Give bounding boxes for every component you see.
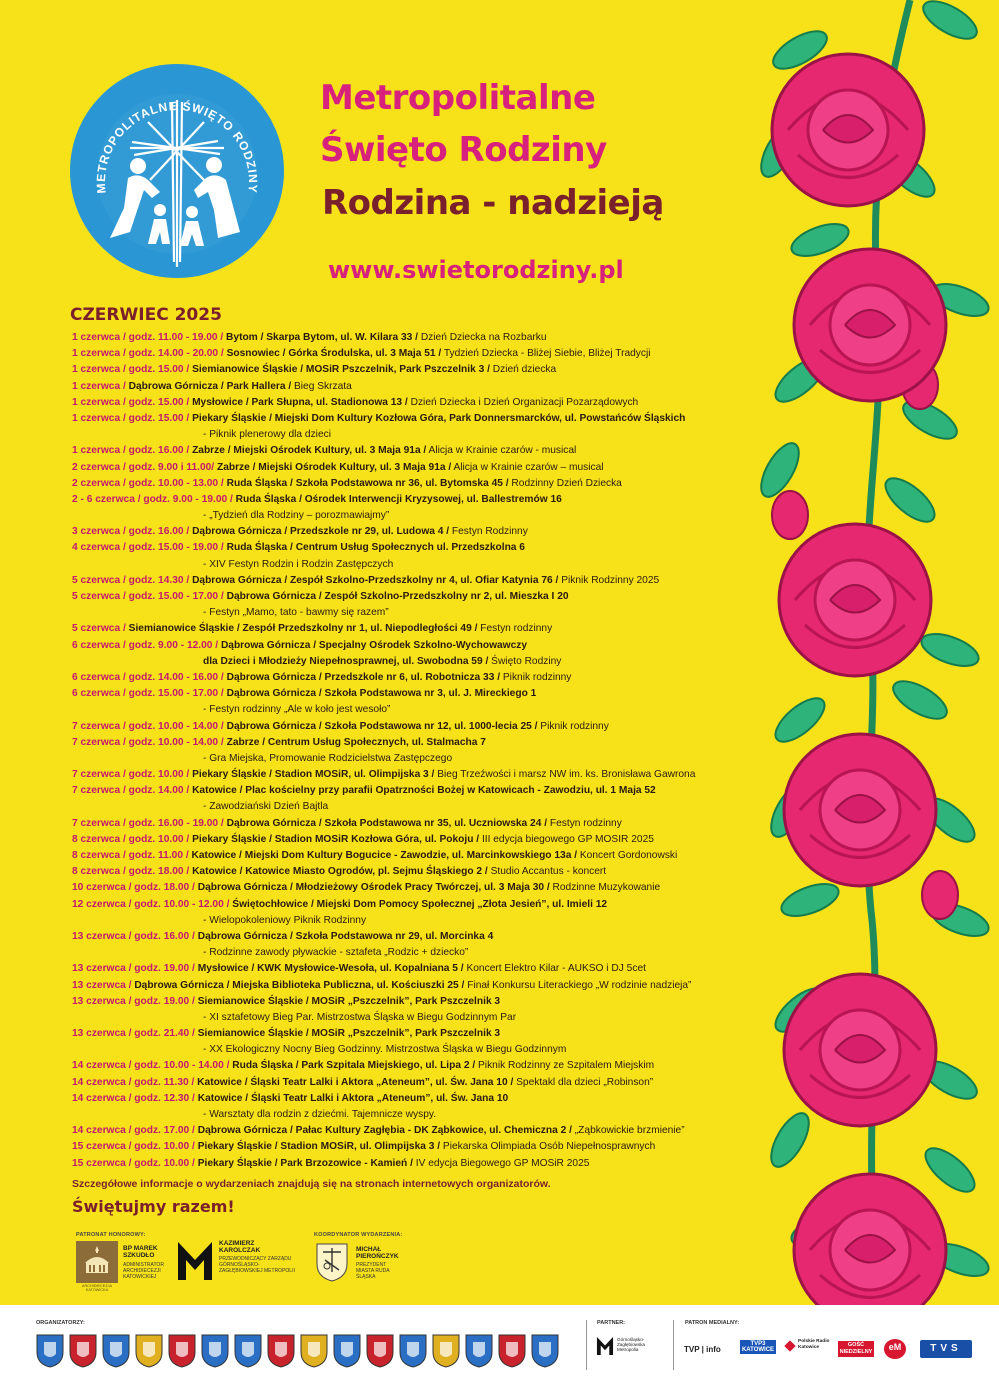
event-row: [72, 427, 772, 443]
event-description: Piknik rodzinny: [540, 720, 609, 732]
event-row: [72, 1042, 772, 1058]
event-description: Festyn rodzinny: [549, 817, 622, 829]
event-date: 14 czerwca / godz. 17.00 /: [72, 1125, 195, 1137]
event-place: Dąbrowa Górnicza / Miejska Biblioteka Publiczna, ul. Kościuszki 25 /: [134, 979, 465, 991]
city-crest-icon: [135, 1334, 163, 1368]
event-date: 4 czerwca / godz. 15.00 - 19.00 /: [72, 542, 224, 554]
event-place: Piekary Śląskie / Stadion MOSiR, ul. Olimpijska 3 /: [192, 769, 435, 781]
event-place: Ruda Śląska / Park Szpitala Miejskiego, ul. Lipa 2 /: [232, 1060, 476, 1072]
event-place: Dąbrowa Górnicza / Szkoła Podstawowa nr 3, ul. J. Mireckiego 1: [226, 688, 537, 700]
event-description: - Rodzinne zawody pływackie - sztafeta „Rodzic + dziecko”: [203, 947, 469, 959]
rose-vine-illustration: [760, 0, 999, 1305]
event-row: [72, 945, 772, 961]
event-description: IV edycja Biegowego GP MOSiR 2025: [415, 1157, 590, 1169]
event-place: Zabrze / Centrum Usług Społecznych, ul. Stalmacha 7: [226, 736, 486, 748]
event-date: 7 czerwca / godz. 10.00 - 14.00 /: [72, 720, 224, 732]
coordinator-label: KOORDYNATOR WYDARZENIA:: [314, 1232, 403, 1238]
event-place: Ruda Śląska / Szkoła Podstawowa nr 36, ul. Bytomska 45 /: [226, 477, 509, 489]
event-place: Katowice / Śląski Teatr Lalki i Aktora „Ateneum”, ul. Św. Jana 10 /: [197, 1076, 514, 1088]
event-date: 15 czerwca / godz. 10.00 /: [72, 1141, 195, 1153]
event-row: [72, 654, 772, 670]
leaf: [777, 878, 842, 923]
event-place: Świętochłowice / Miejski Dom Pomocy Społecznej „Złota Jesień”, ul. Imieli 12: [232, 898, 608, 910]
event-description: Tydzień Dziecka - Bliżej Siebie, Bliżej Tradycji: [443, 348, 651, 360]
city-crest-icon: [465, 1334, 493, 1368]
event-row: [72, 330, 772, 346]
media-polskie-radio: Polskie Radio Katowice: [798, 1339, 830, 1350]
event-description: Koncert Gordonowski: [579, 850, 678, 861]
event-place: Sosnowiec / Górka Środulska, ul. 3 Maja 51 /: [226, 348, 442, 360]
event-place: Dąbrowa Górnicza / Przedszkole nr 29, ul. Ludowa 4 /: [192, 526, 450, 538]
event-date: 8 czerwca / godz. 18.00 /: [72, 866, 190, 878]
event-description: Bieg Trzeźwości i marsz NW im. ks. Bronisława Gawrona: [437, 769, 696, 781]
leaf: [764, 1108, 817, 1173]
event-row: [72, 395, 772, 411]
event-place: Dąbrowa Górnicza / Młodzieżowy Ośrodek Pracy Twórczej, ul. 3 Maja 30 /: [197, 882, 550, 894]
slogan: Świętujmy razem!: [72, 1197, 235, 1216]
event-schedule: [72, 330, 772, 1172]
city-crest-icon: [300, 1334, 328, 1368]
event-date: 13 czerwca / godz. 21.40 /: [72, 1028, 195, 1040]
event-place: Dąbrowa Górnicza / Przedszkole nr 6, ul. Robotnicza 33 /: [226, 671, 501, 683]
event-description: Koncert Elektro Kilar - AUKSO i DJ 5cet: [466, 963, 646, 975]
event-row: [72, 379, 772, 395]
honorary-patronage-label: PATRONAT HONOROWY:: [76, 1232, 146, 1238]
event-place: Katowice / Plac kościelny przy parafii Opatrzności Bożej w Katowicach - Zawodziu, ul. 1 Maja 52: [192, 785, 656, 797]
event-row: [72, 1139, 772, 1155]
event-description: - Warsztaty dla rodzin z dziećmi. Tajemnicze wyspy.: [203, 1109, 437, 1120]
event-place: Ruda Śląska / Centrum Usług Społecznych ul. Przedszkolna 6: [226, 542, 525, 554]
event-date: 8 czerwca / godz. 11.00 /: [72, 850, 189, 861]
event-row: [72, 540, 772, 556]
festival-logo: [68, 62, 286, 280]
event-place: Dąbrowa Górnicza / Zespół Szkolno-Przedszkolny nr 2, ul. Mieszka I 20: [226, 591, 569, 602]
city-crest-icon: [498, 1334, 526, 1368]
event-place: Piekary Śląskie / Stadion MOSiR, ul. Olimpijska 3 /: [197, 1141, 441, 1153]
event-place: Piekary Śląskie / Miejski Dom Kultury Kozłowa Góra, Park Donnersmarcków, ul. Powstańców Śląskich: [192, 412, 686, 424]
event-date: 1 czerwca / godz. 11.00 - 19.00 /: [72, 332, 224, 343]
media-tvp3: TVP3 KATOWICE: [741, 1341, 775, 1353]
event-description: - Gra Miejska, Promowanie Rodzicielstwa Zastępczego: [203, 752, 453, 764]
event-place: Mysłowice / Park Słupna, ul. Stadionowa 13 /: [192, 396, 408, 408]
event-place: Siemianowice Śląskie / Zespół Przedszkolny nr 1, ul. Niepodległości 49 /: [128, 623, 478, 635]
event-description: Bieg Skrzata: [294, 380, 352, 392]
event-description: Dzień Dziecka i Dzień Organizacji Pozarządowych: [410, 396, 639, 408]
event-description: Rodzinny Dzień Dziecka: [511, 477, 622, 489]
leaf: [918, 0, 983, 46]
event-date: 10 czerwca / godz. 18.00 /: [72, 882, 195, 894]
event-row: [72, 929, 772, 945]
event-place: Dąbrowa Górnicza / Pałac Kultury Zagłębia - DK Ząbkowice, ul. Chemiczna 2 /: [197, 1125, 572, 1137]
event-description: Piknik Rodzinny ze Szpitalem Miejskim: [478, 1060, 655, 1072]
event-row: [72, 994, 772, 1010]
event-row: [72, 557, 772, 573]
event-date: 13 czerwca / godz. 16.00 /: [72, 930, 195, 942]
info-note: Szczegółowe informacje o wydarzeniach znajdują się na stronach internetowych organizatorów.: [72, 1178, 551, 1190]
subtitle: Rodzina - nadzieją: [322, 183, 664, 223]
coordinator-name: MICHAŁ PIEROŃCZYK: [356, 1246, 399, 1260]
event-description: - XI sztafetowy Bieg Par. Mistrzostwa Śląska w Biegu Godzinnym Par: [203, 1011, 517, 1023]
partner-name: Górnośląsko-Zagłębiowska Metropolia: [617, 1337, 646, 1352]
event-row: [72, 524, 772, 540]
event-date: 1 czerwca / godz. 15.00 /: [72, 364, 190, 376]
event-date: 3 czerwca / godz. 16.00 /: [72, 526, 190, 538]
ruda-slaska-crest-icon: [315, 1242, 349, 1282]
event-date: 7 czerwca / godz. 10.00 /: [72, 769, 190, 781]
event-description: - Festyn rodzinny „Ale w koło jest wesoło”: [203, 704, 391, 716]
event-row: [72, 670, 772, 686]
organizers-label: ORGANIZATORZY:: [36, 1320, 85, 1326]
coordinator-role: PREZYDENT MIASTA RUDA ŚLĄSKA: [356, 1262, 390, 1280]
archdiocese-logo: [76, 1241, 118, 1283]
leaf: [917, 628, 982, 673]
event-row: [72, 719, 772, 735]
event-date: 14 czerwca / godz. 10.00 - 14.00 /: [72, 1060, 230, 1072]
event-description: - Zawodziański Dzień Bajtla: [203, 801, 329, 813]
event-description: Festyn rodzinny: [480, 623, 553, 635]
event-place: Katowice / Miejski Dom Kultury Bogucice - Zawodzie, ul. Marcinkowskiego 13a /: [191, 850, 578, 861]
partner-metropolia-logo: [596, 1336, 614, 1356]
event-row: [72, 961, 772, 977]
event-row: [72, 621, 772, 637]
event-row: [72, 799, 772, 815]
event-date: 1 czerwca / godz. 15.00 /: [72, 412, 190, 424]
title-line-2: Święto Rodziny: [320, 130, 607, 170]
event-place: Dąbrowa Górnicza / Szkoła Podstawowa nr 29, ul. Morcinka 4: [197, 930, 494, 942]
event-date: 2 - 6 czerwca / godz. 9.00 - 19.00 /: [72, 493, 233, 505]
event-description: III edycja biegowego GP MOSIR 2025: [481, 833, 654, 845]
event-place: Dąbrowa Górnicza / Zespół Szkolno-Przedszkolny nr 4, ul. Ofiar Katynia 76 /: [192, 574, 559, 586]
event-date: 1 czerwca /: [72, 380, 126, 392]
event-description: „Ząbkowickie brzmienie”: [574, 1125, 685, 1137]
event-row: [72, 735, 772, 751]
event-row: [72, 1123, 772, 1139]
city-crest-icon: [267, 1334, 295, 1368]
event-row: [72, 767, 772, 783]
event-row: [72, 832, 772, 848]
event-row: [72, 913, 772, 929]
media-patron-label: PATRON MEDIALNY:: [685, 1320, 740, 1326]
leaf: [919, 1141, 982, 1199]
event-date: 1 czerwca / godz. 16.00 /: [72, 445, 190, 457]
website-link[interactable]: www.swietorodziny.pl: [328, 256, 624, 284]
event-row: [72, 346, 772, 362]
event-description: Alicja w Krainie czarów – musical: [453, 461, 604, 473]
event-date: 13 czerwca / godz. 19.00 /: [72, 995, 195, 1007]
event-description: Piknik rodzinny: [502, 671, 572, 683]
footer-divider-2: [673, 1320, 674, 1370]
leaf: [879, 471, 942, 529]
event-row: [72, 492, 772, 508]
event-row: [72, 816, 772, 832]
event-row: [72, 1075, 772, 1091]
event-date: 14 czerwca / godz. 11.30 /: [72, 1076, 195, 1088]
event-date: 13 czerwca /: [72, 979, 132, 991]
event-row: [72, 411, 772, 427]
event-description: Piekarska Olimpiada Osób Niepełnosprawnych: [442, 1141, 656, 1153]
event-row: [72, 362, 772, 378]
event-row: [72, 848, 772, 864]
media-em: eM: [888, 1342, 902, 1352]
event-date: 5 czerwca / godz. 14.30 /: [72, 574, 190, 586]
event-place: Siemianowice Śląskie / MOSiR Pszczelnik, Park Pszczelnik 3 /: [192, 364, 490, 376]
event-row: [72, 443, 772, 459]
event-description: Spektakl dla dzieci „Robinson”: [516, 1076, 654, 1088]
event-date: 6 czerwca / godz. 9.00 - 12.00 /: [72, 639, 219, 651]
event-date: 6 czerwca / godz. 14.00 - 16.00 /: [72, 671, 224, 683]
event-place: Bytom / Skarpa Bytom, ul. W. Kilara 33 /: [226, 332, 418, 343]
event-row: [72, 686, 772, 702]
event-description: - Wielopokoleniowy Piknik Rodzinny: [203, 914, 367, 926]
event-place: Mysłowice / KWK Mysłowice-Wesoła, ul. Kopalniana 5 /: [197, 963, 464, 975]
event-description: - „Tydzień dla Rodziny – porozmawiajmy”: [203, 510, 390, 522]
city-crest-icon: [102, 1334, 130, 1368]
city-crest-icon: [201, 1334, 229, 1368]
event-place: Piekary Śląskie / Park Brzozowice - Kamień /: [197, 1157, 413, 1169]
event-date: 7 czerwca / godz. 16.00 - 19.00 /: [72, 817, 224, 829]
event-date: 1 czerwca / godz. 15.00 /: [72, 396, 190, 408]
event-description: - Piknik plenerowy dla dzieci: [203, 429, 331, 441]
event-date: 6 czerwca / godz. 15.00 - 17.00 /: [72, 688, 224, 700]
event-description: Finał Konkursu Literackiego „W rodzinie nadzieja”: [467, 979, 692, 991]
event-description: Święto Rodziny: [491, 655, 562, 667]
event-place: Katowice / Śląski Teatr Lalki i Aktora „Ateneum”, ul. Św. Jana 10: [197, 1092, 509, 1104]
title-line-1: Metropolitalne: [320, 78, 596, 118]
city-crest-icon: [69, 1334, 97, 1368]
event-place: Zabrze / Miejski Ośrodek Kultury, ul. 3 Maja 91a /: [192, 445, 427, 457]
patron-1-role: ADMINISTRATOR ARCHIDIECEZJI KATOWICKIEJ: [123, 1262, 164, 1280]
city-crest-icon: [366, 1334, 394, 1368]
archdiocese-logo-text: ARCHIDIECEZJA KATOWICKA: [81, 1284, 113, 1292]
event-row: [72, 751, 772, 767]
event-description: Rodzinne Muzykowanie: [552, 882, 661, 894]
event-date: 5 czerwca / godz. 15.00 - 17.00 /: [72, 591, 224, 602]
event-row: [72, 508, 772, 524]
event-row: [72, 1156, 772, 1172]
media-tvs: TVS: [930, 1343, 962, 1354]
event-description: Dzień Dziecka na Rozbarku: [420, 332, 547, 343]
event-place: Piekary Śląskie / Stadion MOSiR Kozłowa Góra, ul. Pokoju /: [192, 833, 480, 845]
leaf: [769, 691, 832, 749]
month-heading: CZERWIEC 2025: [70, 305, 222, 325]
event-place: Dąbrowa Górnicza / Park Hallera /: [128, 380, 292, 392]
event-description: Studio Accantus - koncert: [490, 866, 607, 878]
event-place: Katowice / Katowice Miasto Ogrodów, pl. Sejmu Śląskiego 2 /: [192, 866, 488, 878]
event-date: 2 czerwca / godz. 10.00 - 13.00 /: [72, 477, 224, 489]
event-row: [72, 897, 772, 913]
event-row: [72, 1107, 772, 1123]
media-gosc: GOŚĆ NIEDZIELNY: [839, 1342, 873, 1355]
footer-divider-1: [586, 1320, 587, 1370]
event-description: Alicja w Krainie czarów - musical: [428, 445, 577, 457]
event-row: [72, 460, 772, 476]
event-description: Piknik Rodzinny 2025: [561, 574, 660, 586]
event-row: [72, 783, 772, 799]
event-row: [72, 573, 772, 589]
city-crest-icon: [399, 1334, 427, 1368]
event-place: Siemianowice Śląskie / MOSiR „Pszczelnik”, Park Pszczelnik 3: [197, 1028, 501, 1040]
event-place: dla Dzieci i Młodzieży Niepełnosprawnej, ul. Swobodna 59 /: [203, 655, 489, 667]
event-description: Dzień dziecka: [492, 364, 557, 376]
rosebud: [922, 871, 958, 919]
event-date: 14 czerwca / godz. 12.30 /: [72, 1092, 195, 1104]
event-description: - Festyn „Mamo, tato - bawmy się razem”: [203, 607, 389, 619]
event-description: - XIV Festyn Rodzin i Rodzin Zastępczych: [203, 558, 394, 570]
city-crest-icon: [333, 1334, 361, 1368]
event-description: - XX Ekologiczny Nocny Bieg Godzinny. Mistrzostwa Śląska w Biegu Godzinnym: [203, 1044, 567, 1056]
partner-label: PARTNER:: [597, 1320, 626, 1326]
event-date: 1 czerwca / godz. 14.00 - 20.00 /: [72, 348, 224, 360]
event-row: [72, 978, 772, 994]
leaf: [888, 674, 953, 727]
patron-2-name: KAZIMIERZ KAROLCZAK: [219, 1240, 261, 1254]
event-row: [72, 1010, 772, 1026]
event-place: Dąbrowa Górnicza / Szkoła Podstawowa nr 12, ul. 1000-lecia 25 /: [226, 720, 538, 732]
city-crest-icon: [36, 1334, 64, 1368]
event-place: Dąbrowa Górnicza / Szkoła Podstawowa nr 35, ul. Uczniowska 24 /: [226, 817, 548, 829]
patron-2-role: PRZEWODNICZĄCY ZARZĄDU GÓRNOŚLĄSKO-ZAGŁĘBIOWSKIEJ METROPOLII: [219, 1256, 295, 1274]
event-date: 13 czerwca / godz. 19.00 /: [72, 963, 195, 975]
event-row: [72, 702, 772, 718]
logo-ring-text: METROPOLITALNE ŚWIĘTO RODZINY: [93, 98, 261, 195]
city-crest-icon: [531, 1334, 559, 1368]
event-description: Festyn Rodzinny: [451, 526, 528, 538]
event-date: 7 czerwca / godz. 14.00 /: [72, 785, 190, 797]
metropolia-logo: [176, 1240, 214, 1282]
event-row: [72, 605, 772, 621]
event-date: 2 czerwca / godz. 9.00 i 11.00/: [72, 461, 215, 473]
rosebud: [772, 491, 808, 539]
event-row: [72, 1026, 772, 1042]
event-row: [72, 476, 772, 492]
city-crest-icon: [234, 1334, 262, 1368]
event-row: [72, 864, 772, 880]
event-row: [72, 1058, 772, 1074]
event-date: 7 czerwca / godz. 10.00 - 14.00 /: [72, 736, 224, 748]
event-date: 8 czerwca / godz. 10.00 /: [72, 833, 190, 845]
event-date: 12 czerwca / godz. 10.00 - 12.00 /: [72, 898, 230, 910]
event-row: [72, 638, 772, 654]
city-crest-icon: [432, 1334, 460, 1368]
event-date: 15 czerwca / godz. 10.00 /: [72, 1157, 195, 1169]
event-row: [72, 1091, 772, 1107]
event-place: Zabrze / Miejski Ośrodek Kultury, ul. 3 Maja 91a /: [216, 461, 452, 473]
event-place: Ruda Śląska / Ośrodek Interwencji Kryzysowej, ul. Ballestremów 16: [235, 493, 562, 505]
city-crest-icon: [168, 1334, 196, 1368]
media-tvp-info: TVP | info: [684, 1345, 721, 1354]
event-place: Siemianowice Śląskie / MOSiR „Pszczelnik”, Park Pszczelnik 3: [197, 995, 501, 1007]
event-row: [72, 880, 772, 896]
patron-1-name: BP MAREK SZKUDŁO: [123, 1245, 158, 1259]
event-date: 5 czerwca /: [72, 623, 126, 635]
event-place: Dąbrowa Górnicza / Specjalny Ośrodek Szkolno-Wychowawczy: [220, 639, 528, 651]
event-row: [72, 589, 772, 605]
